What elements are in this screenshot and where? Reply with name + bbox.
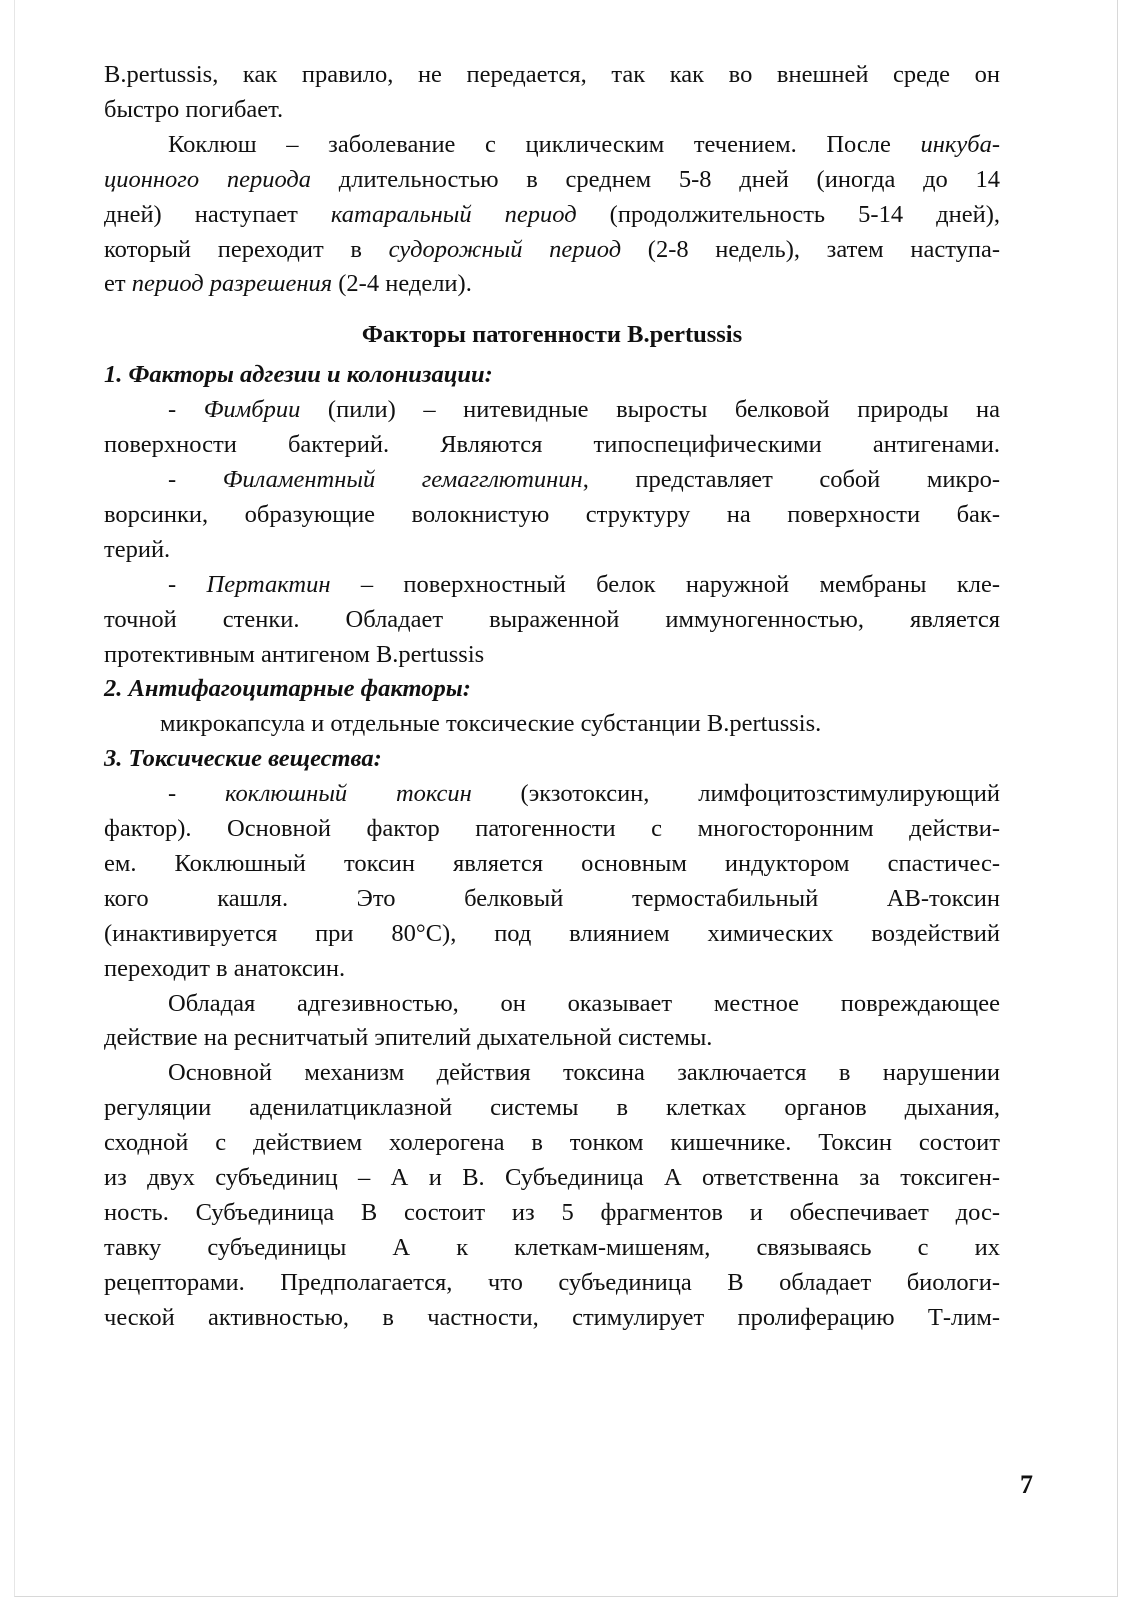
- text-line: поверхности бактерий. Являются типоспецифическими антигенами.: [104, 431, 1000, 459]
- text-line: ционного периода длительностью в среднем 5-8 дней (иногда до 14: [104, 165, 1001, 193]
- text-line: переходит в анатоксин.: [104, 954, 346, 982]
- text-line: сходной с действием холерогена в тонком кишечнике. Токсин состоит: [104, 1129, 1000, 1157]
- subsection-title: 1. Факторы адгезии и колонизации:: [104, 361, 493, 389]
- text-line: терий.: [104, 535, 171, 563]
- text-line: действие на реснитчатый эпителий дыхательной системы.: [104, 1024, 713, 1052]
- text-line: Основной механизм действия токсина заключается в нарушении: [168, 1059, 1000, 1087]
- text-line: ворсинки, образующие волокнистую структуру на поверхности бак-: [104, 500, 1000, 528]
- term-convulsive: судорожный период: [388, 235, 622, 263]
- term-incubation: ционного периода: [104, 165, 312, 193]
- term-pertactin: Пертактин: [206, 570, 331, 598]
- paragraph-adhesiveness: [104, 987, 1000, 1057]
- text-line: микрокапсула и отдельные токсические субстанции B.pertussis.: [160, 710, 822, 738]
- section-antiphagocytic: [104, 672, 1000, 742]
- term-resolution: период разрешения: [131, 270, 333, 298]
- text-line: точной стенки. Обладает выраженной иммуногенностью, является: [104, 605, 1000, 633]
- text-line: тавку субъединицы А к клеткам-мишеням, связываясь с их: [104, 1233, 1000, 1261]
- text-line: фактор). Основной фактор патогенности с многосторонним действи-: [104, 815, 1000, 843]
- term-fimbriae: Фимбрии: [203, 396, 301, 424]
- paragraph-mechanism: [104, 1056, 1000, 1335]
- page-number: 7: [1020, 1470, 1033, 1499]
- text-line: из двух субъединиц – А и В. Субъединица А ответственна за токсиген-: [104, 1164, 1000, 1192]
- text-line: (инактивируется при 80°С), под влиянием химических воздействий: [104, 919, 1000, 947]
- text-line: быстро погибает.: [104, 95, 284, 123]
- text-line: Коклюш – заболевание с циклическим течением. После инкуба-: [168, 130, 1000, 158]
- paragraph-transmission: [104, 58, 1000, 128]
- page-body: [104, 58, 1000, 1336]
- text-line: ет период разрешения (2-4 недели).: [104, 270, 472, 298]
- text-line: - Пертактин – поверхностный белок наружной мембраны кле-: [168, 570, 1000, 598]
- text-line: кого кашля. Это белковый термостабильный АВ-токсин: [104, 884, 1000, 912]
- text-line: - коклюшный токсин (экзотоксин, лимфоцитозстимулирующий: [168, 780, 1000, 808]
- text-line: ческой активностью, в частности, стимулирует пролиферацию Т-лим-: [104, 1303, 1000, 1331]
- subsection-title: 2. Антифагоцитарные факторы:: [104, 675, 471, 703]
- term-catarrhal: катаральный период: [330, 200, 577, 228]
- text-line: - Филаментный гемагглютинин, представляет собой микро-: [168, 465, 1000, 493]
- paragraph-disease-periods: [104, 128, 1000, 303]
- term-incubation: инкуба-: [920, 130, 1000, 158]
- subsection-title: 3. Токсические вещества:: [104, 745, 382, 773]
- document-page: [14, 0, 1118, 1597]
- text-line: ем. Коклюшный токсин является основным индуктором спастичес-: [104, 849, 1000, 877]
- term-pertussis-toxin: коклюшный токсин: [224, 780, 472, 808]
- text-line: - Фимбрии (пили) – нитевидные выросты белковой природы на: [168, 396, 1001, 424]
- text-line: регуляции аденилатциклазной системы в клетках органов дыхания,: [104, 1094, 1000, 1122]
- section-toxic: [104, 742, 1000, 986]
- section-adhesion: [104, 358, 1000, 672]
- text-line: ность. Субъединица В состоит из 5 фрагментов и обеспечивает дос-: [104, 1199, 1000, 1226]
- section-heading: Факторы патогенности B.pertussis: [361, 321, 743, 349]
- text-line: который переходит в судорожный период (2-8 недель), затем наступа-: [104, 235, 1000, 263]
- term-filamentous-hemagglutinin: Филаментный гемагглютинин: [222, 465, 583, 493]
- text-line: B.pertussis, как правило, не передается, так как во внешней среде он: [104, 61, 1000, 88]
- text-line: дней) наступает катаральный период (продолжительность 5-14 дней),: [104, 200, 1000, 228]
- text-line: протективным антигеном B.pertussis: [104, 640, 485, 668]
- text-line: рецепторами. Предполагается, что субъединица В обладает биологи-: [104, 1268, 1000, 1296]
- text-line: Обладая адгезивностью, он оказывает местное повреждающее: [168, 989, 1000, 1017]
